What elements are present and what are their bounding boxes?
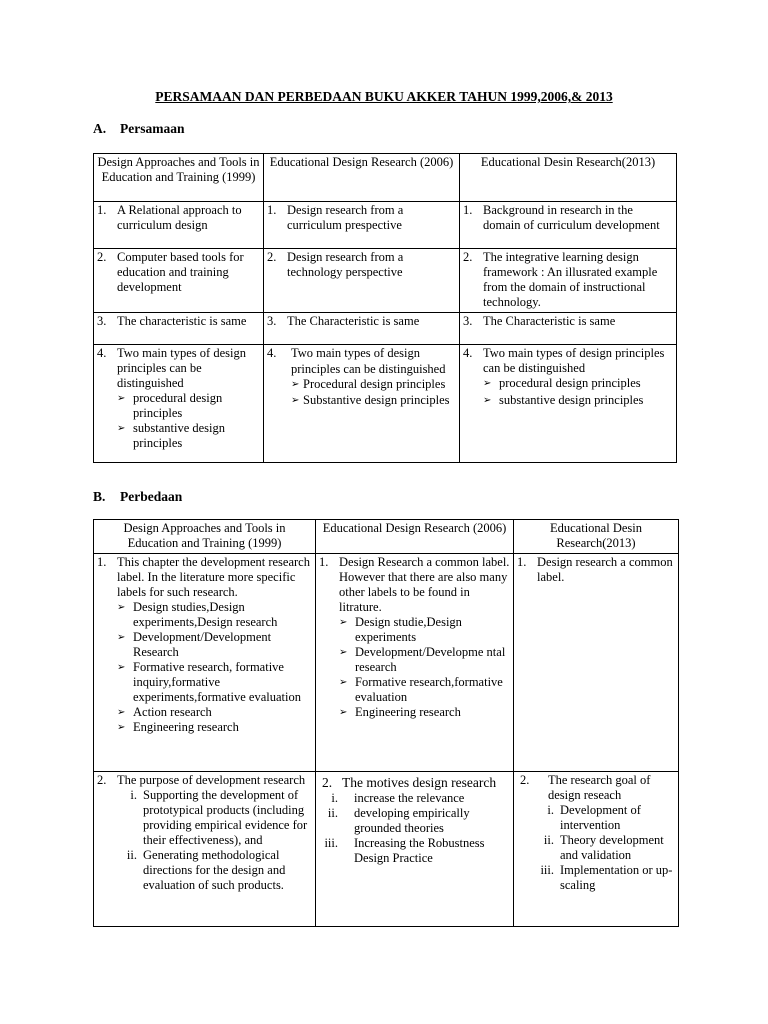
item-text: The research goal of design reseach [548,773,651,802]
table-cell [94,345,264,463]
item-number: 4. [97,346,107,360]
table-row [94,249,677,313]
roman-numeral: i. [547,803,554,817]
table-row [94,554,679,772]
header-cell: Educational Design Research (2006) [316,520,514,554]
item-number: 4. [463,346,473,360]
table-cell [264,202,460,249]
bullet-text: procedural design principles [499,376,641,390]
item-text: The motives design research [342,775,497,790]
header-cell: Design Approaches and Tools in Education and Training (1999) [94,520,316,554]
bullet-text: Engineering research [133,720,239,734]
list-item [291,393,456,409]
table-cell [94,772,316,927]
item-number: 2. [97,773,107,787]
item-text: The integrative learning design framework : An illusrated example from the domain of instructional technology. [483,250,658,309]
list-item [520,803,675,833]
item-number: 2. [97,250,107,264]
arrow-bullet-icon: ➢ [291,394,300,406]
list-item [117,391,260,421]
bullet-text: Development/Developme ntal research [355,645,506,674]
sub-item-text: developing empirically grounded theories [354,806,470,835]
item-number: 3. [97,314,107,328]
bullet-text: procedural design principles [133,391,223,420]
item-text: Design research from a curriculum prespective [287,203,404,232]
item-text: Design Research a common label. However that there are also many other labels to be found in litrature. [339,555,510,614]
section-a-letter: A. [93,121,107,136]
table-cell [94,313,264,345]
section-b-letter: B. [93,489,106,504]
item-number: 2. [267,250,277,264]
table-cell [460,249,677,313]
table-cell [514,554,679,772]
list-item [117,600,312,630]
similarities-table [93,153,677,463]
bullet-text: substantive design principles [499,393,644,407]
page-title: PERSAMAAN DAN PERBEDAAN BUKU AKKER TAHUN 1999,2006,& 2013 [155,89,613,104]
roman-numeral: i. [331,791,338,805]
item-text: Design research a common label. [537,555,673,584]
table-cell [316,772,514,927]
arrow-bullet-icon: ➢ [291,379,300,390]
arrow-bullet-icon: ➢ [483,395,492,406]
table-cell [460,202,677,249]
bullet-text: Engineering research [355,705,461,719]
sub-item-text: increase the relevance [354,791,465,805]
item-text: Two main types of design principles can be distinguished [291,346,446,376]
item-text: Background in research in the domain of curriculum development [483,203,660,232]
table-row [94,202,677,249]
section-a-heading [93,121,185,137]
table-cell [264,313,460,345]
item-number: 1. [97,555,107,569]
list-item [339,705,510,720]
table-cell [316,554,514,772]
table-cell [94,554,316,772]
list-item [339,645,510,675]
table-header-row [94,520,679,554]
section-a-label: Persamaan [120,121,185,136]
item-number: 3. [267,314,277,328]
table-row [94,772,679,927]
item-number: 1. [97,203,107,217]
item-text: Two main types of design principles can be distinguished [483,346,665,375]
differences-table [93,519,679,927]
header-cell: Educational Design Research (2006) [264,154,460,202]
arrow-bullet-icon: ➢ [339,647,348,658]
header-cell: Design Approaches and Tools in Education and Training (1999) [94,154,264,202]
table-cell [514,772,679,927]
sub-item-text: Theory development and validation [560,833,664,862]
list-item [117,788,312,848]
sub-item-text: Supporting the development of prototypical products (including providing empirical evidence for their effectiveness), and [143,788,308,847]
roman-numeral: iii. [540,863,554,877]
table-row [94,313,677,345]
list-item [117,660,312,705]
bullet-text: Procedural design principles [303,377,446,391]
header-cell: Educational Desin Research(2013) [514,520,679,554]
list-item [322,791,510,806]
item-number: 2. [463,250,473,264]
arrow-bullet-icon: ➢ [483,378,492,389]
arrow-bullet-icon: ➢ [117,707,126,718]
arrow-bullet-icon: ➢ [117,393,126,404]
arrow-bullet-icon: ➢ [117,423,126,434]
item-number: 1. [319,555,329,569]
bullet-text: Design studie,Design experiments [355,615,462,644]
item-number: 3. [463,314,473,328]
arrow-bullet-icon: ➢ [117,632,126,643]
item-text: The Characteristic is same [287,314,420,328]
list-item [520,833,675,863]
header-cell: Educational Desin Research(2013) [460,154,677,202]
item-text: The Characteristic is same [483,314,616,328]
list-item [339,615,510,645]
list-item [117,421,260,451]
table-header-row [94,154,677,202]
item-text: Computer based tools for education and training development [117,250,244,294]
roman-numeral: ii. [327,806,338,820]
sub-item-text: Generating methodological directions for the design and evaluation of such products. [143,848,286,892]
bullet-text: Development/Development Research [133,630,272,659]
list-item [463,393,673,408]
arrow-bullet-icon: ➢ [117,662,126,673]
list-item [322,836,510,866]
item-number: 2. [322,775,333,790]
bullet-text: Formative research, formative inquiry,formative experiments,formative evaluation [133,660,301,704]
list-item [117,848,312,893]
table-cell [264,345,460,463]
arrow-bullet-icon: ➢ [339,677,348,688]
bullet-text: Action research [133,705,212,719]
roman-numeral: ii. [126,848,137,862]
sub-item-text: Development of intervention [560,803,641,832]
table-cell [264,249,460,313]
roman-numeral: iii. [324,836,338,850]
arrow-bullet-icon: ➢ [339,707,348,718]
roman-numeral: i. [130,788,137,802]
arrow-bullet-icon: ➢ [117,602,126,613]
table-cell [460,345,677,463]
item-number: 1. [517,555,527,569]
bullet-text: Design studies,Design experiments,Design research [133,600,278,629]
item-text: A Relational approach to curriculum design [117,203,242,232]
roman-numeral: ii. [543,833,554,847]
section-b-label: Perbedaan [120,489,183,504]
sub-item-text: Implementation or up-scaling [560,863,673,892]
item-text: The characteristic is same [117,314,247,328]
list-item [117,630,312,660]
bullet-text: Substantive design principles [303,392,450,407]
table-cell [94,249,264,313]
list-item [291,377,456,393]
item-text: Design research from a technology perspective [287,250,404,279]
list-item [322,806,510,836]
sub-item-text: Increasing the Robustness Design Practice [354,836,485,865]
item-number: 1. [463,203,473,217]
table-cell [94,202,264,249]
item-number: 1. [267,203,277,217]
item-text: This chapter the development research label. In the literature more specific labels for such research. [117,555,310,599]
item-text: The purpose of development research [117,773,306,787]
arrow-bullet-icon: ➢ [339,617,348,628]
item-text: Two main types of design principles can be distinguished [117,346,246,390]
item-number: 4. [267,346,277,360]
list-item [463,376,673,391]
list-item [117,720,312,735]
section-b-heading [93,489,182,505]
item-number: 2. [520,773,530,787]
table-row [94,345,677,463]
bullet-text: Formative research,formative evaluation [355,675,503,704]
table-cell [460,313,677,345]
list-item [520,863,675,893]
list-item [339,675,510,705]
bullet-text: substantive design principles [133,421,226,450]
arrow-bullet-icon: ➢ [117,722,126,733]
list-item [117,705,312,720]
